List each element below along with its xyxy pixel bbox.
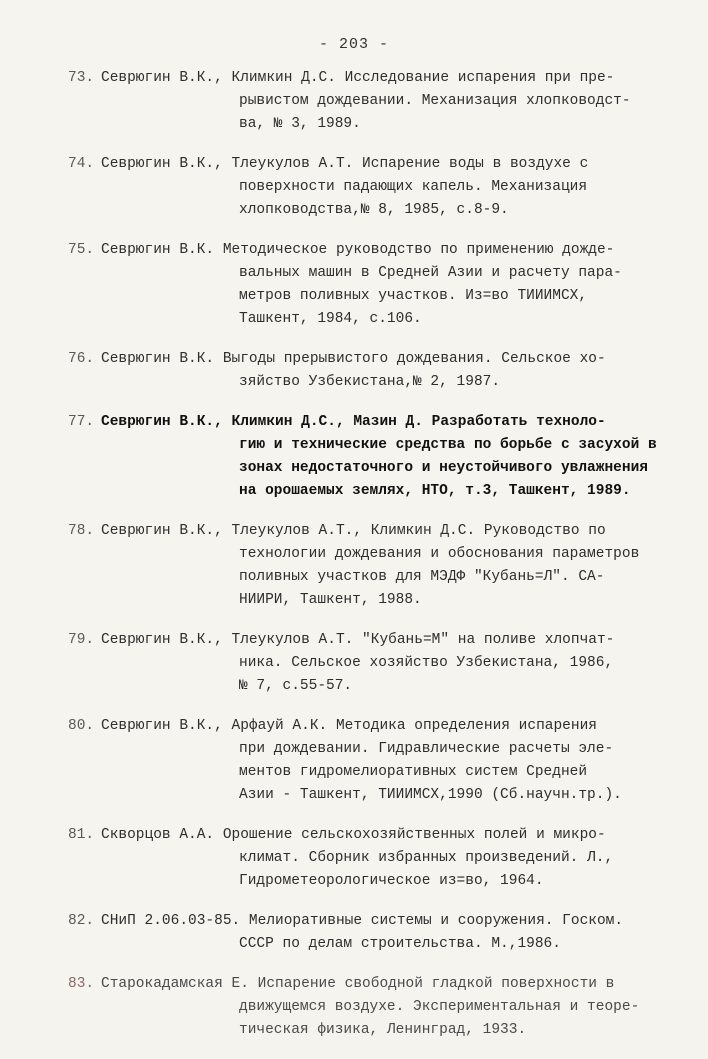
reference-line: зонах недостаточного и неустойчивого увлажнения [239,460,648,476]
reference-line: Севрюгин В.К. Выгоды прерывистого дождевания. Сельское хо- [101,351,606,367]
reference-line: Севрюгин В.К. Методическое руководство по применению дожде- [101,242,615,258]
reference-item [68,348,678,394]
reference-number: 78. [68,523,95,539]
reference-line: Ташкент, 1984, с.106. [239,311,422,327]
reference-text [101,520,678,612]
reference-line: Скворцов А.А. Орошение сельскохозяйственных полей и микро- [101,827,606,843]
reference-line: Севрюгин В.К., Тлеукулов А.Т. "Кубань=М" на поливе хлопчат- [101,632,615,648]
reference-number: 75. [68,242,95,258]
reference-line: Севрюгин В.К., Тлеукулов А.Т., Климкин Д.С. Руководство по [101,523,606,539]
reference-text [101,910,678,956]
reference-list [68,67,678,1059]
reference-line: зяйство Узбекистана,№ 2, 1987. [239,374,501,390]
reference-number: 82. [68,913,95,929]
reference-line: метров поливных участков. Из=во ТИИИМСХ, [239,288,588,304]
reference-number: 76. [68,351,95,367]
reference-item [68,520,678,612]
reference-text [101,715,678,807]
reference-number: 83. [68,976,95,992]
reference-text [101,348,678,394]
reference-line: тическая физика, Ленинград, 1933. [239,1022,527,1038]
reference-number: 74. [68,156,95,172]
reference-number: 81. [68,827,95,843]
reference-line: на орошаемых землях, НТО, т.3, Ташкент, 1989. [239,483,631,499]
reference-text [101,239,678,331]
reference-line: вальных машин в Средней Азии и расчету пара- [239,265,622,281]
reference-text [101,67,678,136]
reference-line: гию и технические средства по борьбе с засухой в [239,437,657,453]
reference-line: СНиП 2.06.03-85. Мелиоративные системы и сооружения. Госком. [101,913,624,929]
reference-item [68,411,678,503]
reference-item [68,67,678,136]
reference-item [68,910,678,956]
reference-line: рывистом дождевании. Механизация хлопководст- [239,93,631,109]
reference-line: поливных участков для МЭДФ "Кубань=Л". СА- [239,569,605,585]
reference-item [68,239,678,331]
reference-line: НИИРИ, Ташкент, 1988. [239,592,422,608]
reference-line: № 7, с.55-57. [239,678,353,694]
reference-item [68,153,678,222]
reference-text [101,629,678,698]
reference-line: климат. Сборник избранных произведений. Л., [239,850,614,866]
page-number: - 203 - [318,36,389,53]
reference-number: 79. [68,632,95,648]
reference-line: при дождевании. Гидравлические расчеты эле- [239,741,614,757]
reference-text [101,411,678,503]
reference-line: Старокадамская Е. Испарение свободной гладкой поверхности в [101,976,615,992]
reference-line: хлопководства,№ 8, 1985, с.8-9. [239,202,509,218]
reference-line: Азии - Ташкент, ТИИИМСХ,1990 (Сб.научн.тр.). [239,787,622,803]
reference-line: поверхности падающих капель. Механизация [239,179,588,195]
reference-item [68,824,678,893]
reference-item [68,629,678,698]
reference-item [68,715,678,807]
reference-line: Севрюгин В.К., Арфауй А.К. Методика определения испарения [101,718,597,734]
reference-item [68,973,678,1042]
reference-text [101,973,678,1042]
reference-line: Севрюгин В.К., Тлеукулов А.Т. Испарение воды в воздухе с [101,156,589,172]
reference-line: Севрюгин В.К., Климкин Д.С., Мазин Д. Разработать техноло- [101,414,606,430]
reference-line: ментов гидромелиоративных систем Средней [239,764,588,780]
reference-number: 73. [68,70,95,86]
reference-number: 80. [68,718,95,734]
reference-line: Севрюгин В.К., Климкин Д.С. Исследование испарения при пре- [101,70,615,86]
reference-text [101,153,678,222]
reference-line: ва, № 3, 1989. [239,116,361,132]
reference-line: движущемся воздухе. Экспериментальная и теоре- [239,999,640,1015]
reference-number: 77. [68,414,95,430]
reference-text [101,824,678,893]
reference-line: ника. Сельское хозяйство Узбекистана, 1986, [239,655,614,671]
reference-line: СССР по делам строительства. М.,1986. [239,936,561,952]
reference-line: Гидрометеорологическое из=во, 1964. [239,873,544,889]
reference-line: технологии дождевания и обоснования параметров [239,546,640,562]
